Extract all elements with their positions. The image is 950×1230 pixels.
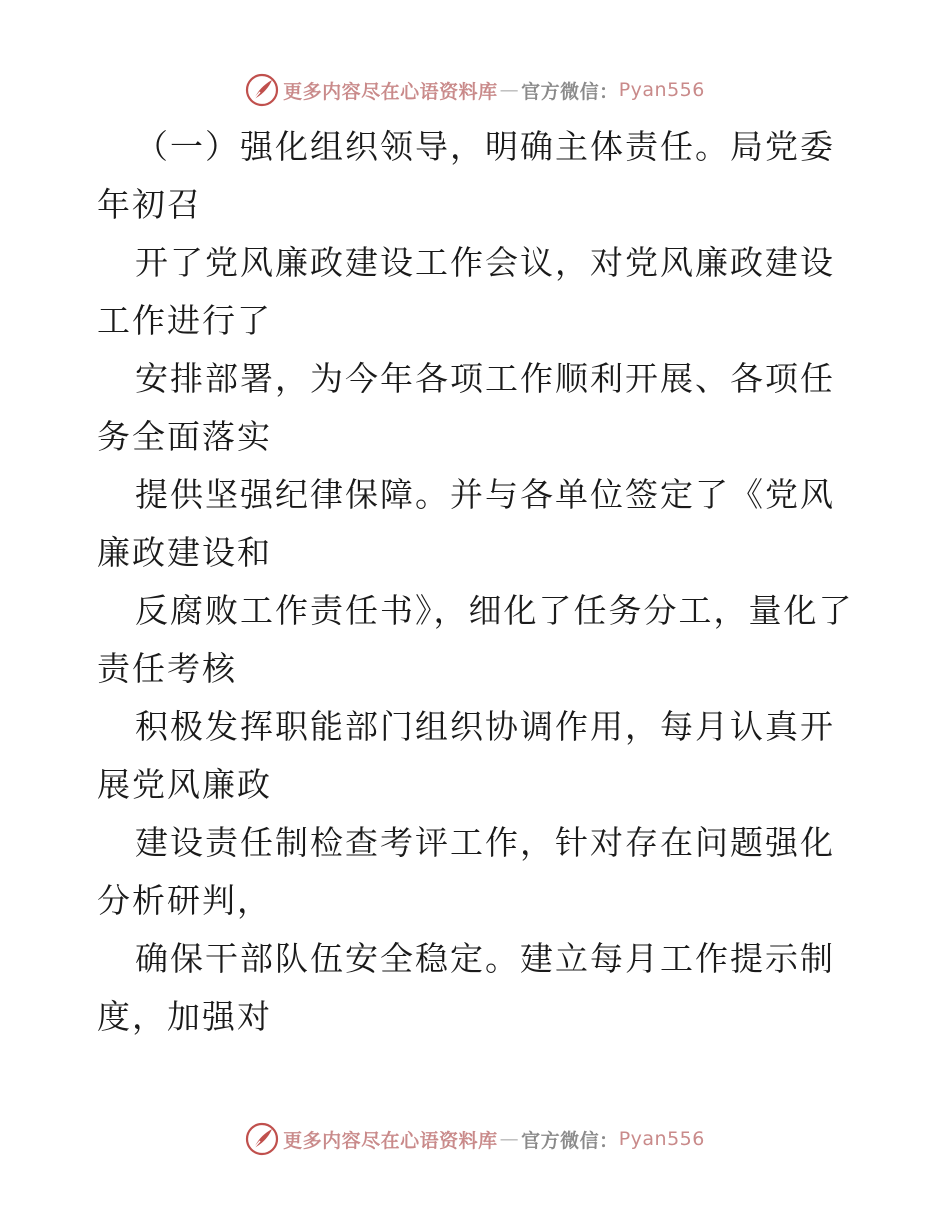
watermark-brand-text: 更多内容尽在心语资料库 [283, 1129, 498, 1152]
paragraph-8: 确保干部队伍安全稳定。建立每月工作提示制度，加强对 [97, 939, 835, 1036]
watermark-official-label: 官方微信： [521, 1129, 619, 1152]
watermark-official-label: 官方微信： [521, 80, 619, 103]
watermark-separator: — [499, 79, 520, 101]
quill-logo-icon [245, 73, 279, 107]
header-watermark [0, 70, 950, 110]
quill-logo-icon [245, 1122, 279, 1156]
paragraph-5: 反腐败工作责任书》，细化了任务分工，量化了责任考核 [97, 591, 854, 688]
paragraph-4: 提供坚强纪律保障。并与各单位签定了《党风廉政建设和 [97, 475, 835, 572]
paragraph-6: 积极发挥职能部门组织协调作用，每月认真开展党风廉政 [97, 707, 835, 804]
watermark-wechat-id: Pyan556 [618, 79, 705, 101]
watermark-wechat-id: Pyan556 [618, 1128, 705, 1150]
document-body [97, 118, 857, 1046]
watermark-separator: — [499, 1128, 520, 1150]
paragraph-2: 开了党风廉政建设工作会议，对党风廉政建设工作进行了 [97, 243, 835, 340]
footer-watermark [0, 1119, 950, 1159]
paragraph-3: 安排部署，为今年各项工作顺利开展、各项任务全面落实 [97, 359, 835, 456]
paragraph-1: （一）强化组织领导，明确主体责任。局党委年初召 [97, 127, 835, 224]
watermark-brand-text: 更多内容尽在心语资料库 [283, 80, 498, 103]
paragraph-7: 建设责任制检查考评工作，针对存在问题强化分析研判， [97, 823, 835, 920]
